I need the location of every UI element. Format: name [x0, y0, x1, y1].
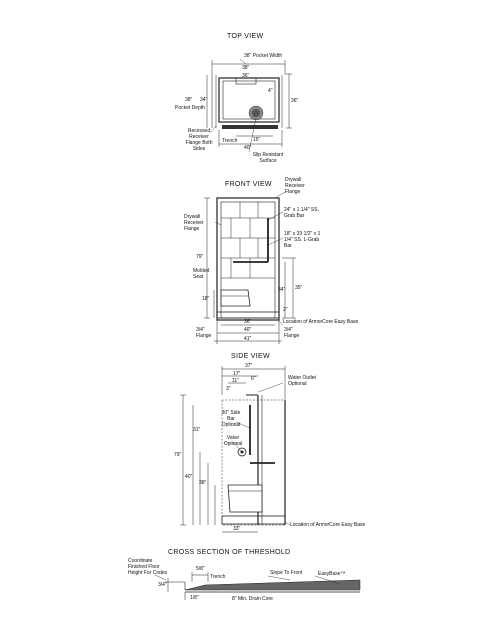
front-dim-18-label: 18" [202, 296, 210, 302]
side-view-title: SIDE VIEW [231, 353, 270, 360]
drain-core-label: 8" Min. Drain Core [232, 596, 273, 602]
front-width-40-label: 40" [244, 327, 252, 333]
slip-resistant-label: Slip Resistant Surface [252, 152, 284, 164]
water-outlet-label: Water Outlet Optional [288, 375, 316, 387]
grab-bar-label: 24" x 1 1/4" SS. Grab Bar [284, 207, 319, 219]
flange-right-label: 3/4" Flange [284, 327, 300, 339]
width-top-label: 38" [242, 65, 250, 71]
side-dim-31-label: 31" [193, 427, 201, 433]
side-dim-33-label: 33" [233, 526, 241, 532]
coordinate-label: Coordinate Finished Floor Height For Codes [128, 558, 168, 576]
side-view-drawing [180, 366, 290, 532]
side-dim-40-label: 40" [185, 474, 193, 480]
front-width-41-label: 41" [244, 336, 252, 342]
front-dim-34-label: 34" [278, 287, 286, 293]
drywall-flange-left-label: Drywall Receiver Flange [184, 214, 204, 232]
side-dim-17-label: 17" [233, 371, 241, 377]
side-dim-38-label: 38" [199, 480, 207, 486]
trench-label: Trench [222, 138, 238, 144]
side-height-label: 79" [174, 452, 182, 458]
pocket-width-label: 38" Pocket Width [244, 53, 283, 59]
side-bar-label: 30" Side Bar Optional [221, 410, 241, 428]
front-view-title: FRONT VIEW [225, 181, 272, 188]
l-grab-bar-label: 18" x 33 1/2" x 1 1/4" SS. L-Grab Bar [284, 231, 321, 249]
depth-34-label: 34" [200, 97, 208, 103]
threshold-dim-34-label: 3/4" [158, 582, 167, 588]
side-dim-6-label: 6" [251, 376, 256, 382]
front-height-label: 79" [196, 254, 204, 260]
slope-label: Slope To Front [270, 570, 303, 576]
width-inner-label: 36" [242, 73, 250, 79]
top-view-title: TOP VIEW [227, 33, 264, 40]
dim-40-label: 40" [244, 145, 252, 151]
front-easy-base-label: Location of ArmorCore Easy Base [283, 319, 359, 325]
top-view-drawing [207, 59, 292, 152]
side-dim-37-label: 37" [245, 363, 253, 369]
valve-label: Valve Optional [223, 435, 243, 447]
threshold-dim-58-label: 5/8" [196, 566, 205, 572]
depth-36-label: 36" [291, 98, 299, 104]
front-dim-35-label: 35" [295, 285, 303, 291]
drywall-flange-right-label: Drywall Receiver Flange [285, 177, 305, 195]
pocket-depth-label: Pocket Depth [175, 105, 206, 111]
pocket-depth-value: 38" [185, 97, 193, 103]
threshold-title: CROSS SECTION OF THRESHOLD [168, 549, 291, 556]
molded-seat-label: Molded Seat [193, 268, 210, 280]
side-dim-11-label: 11" [232, 378, 239, 384]
front-width-36-label: 36" [244, 319, 252, 325]
recessed-flange-label: Recessed Receiver Flange Both Sides [185, 128, 213, 152]
threshold-dim-18-label: 1/8" [190, 595, 199, 601]
threshold-trench-label: Trench [210, 574, 226, 580]
side-dim-3-label: 3" [226, 386, 231, 392]
side-easy-base-label: Location of ArmorCore Easy Base [290, 522, 366, 528]
easybase-label: EasyBase™ [318, 571, 346, 577]
dim-4-label: 4" [268, 88, 273, 94]
front-dim-2-label: 2" [283, 307, 288, 313]
flange-left-label: 3/4" Flange [196, 327, 212, 339]
dim-15-label: 15" [253, 137, 261, 143]
